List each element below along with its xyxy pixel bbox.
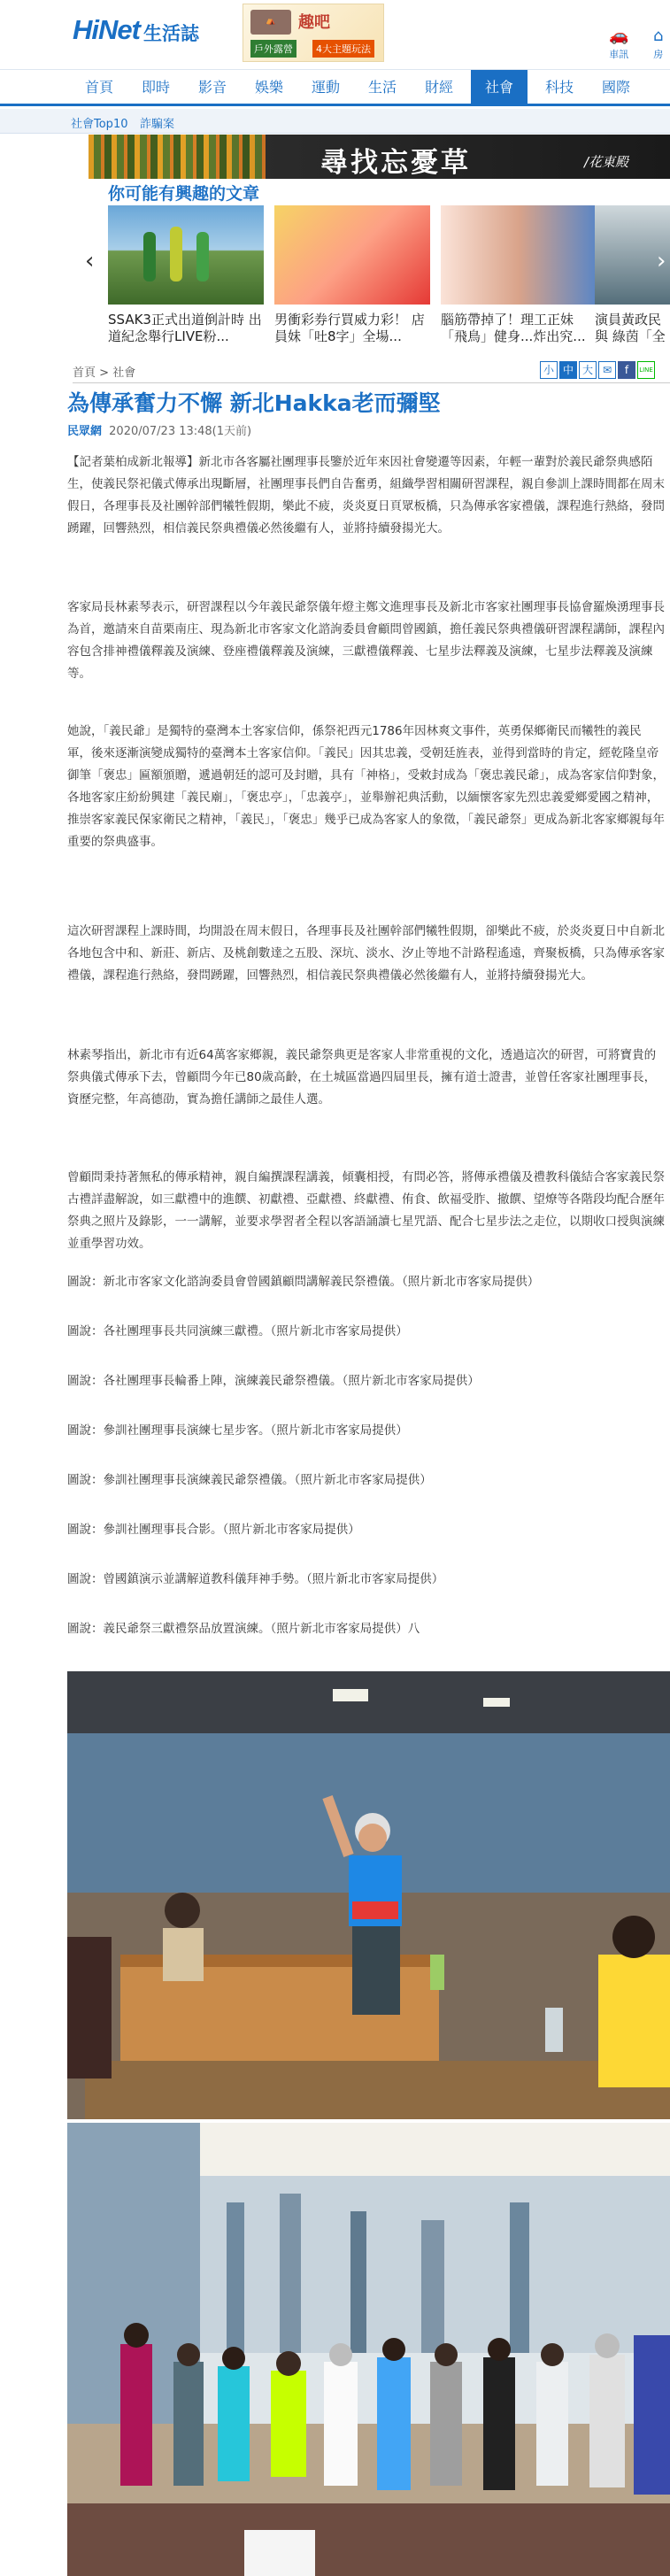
article-photo-classroom xyxy=(67,1671,670,2119)
car-news-label: 車訊 xyxy=(609,49,629,60)
carousel-next-icon[interactable]: › xyxy=(657,248,666,274)
facebook-share-icon[interactable]: f xyxy=(618,361,635,379)
ad-tag-2: 4大主題玩法 xyxy=(312,40,374,58)
photo-caption: 圖說：參訓社團理事長演練義民爺祭禮儀。（照片新北市客家局提供） xyxy=(67,1473,432,1487)
nav-home[interactable]: 首頁 xyxy=(84,79,113,96)
house-news-link[interactable] xyxy=(653,27,663,61)
font-medium-button[interactable]: 中 xyxy=(559,361,577,379)
font-large-button[interactable]: 大 xyxy=(579,361,597,379)
nav-international[interactable]: 國際 xyxy=(601,79,630,96)
related-caption: SSAK3正式出道倒計時 出道紀念舉行LIVE粉... xyxy=(108,312,262,344)
daylily-image xyxy=(89,135,266,179)
related-thumb xyxy=(274,205,430,305)
title-divider xyxy=(73,382,670,383)
breadcrumb-section[interactable]: 社會 xyxy=(112,366,136,380)
house-icon: ⌂ xyxy=(653,27,664,45)
article-date: 2020/07/23 13:48(1天前) xyxy=(109,425,252,438)
related-thumb xyxy=(108,205,264,305)
article-paragraph: 客家局長林素琴表示，研習課程以今年義民爺祭儀年燈主鄭文進理事長及新北市客家社團理事長協會羅煥湧理事長為首，邀請來自苗栗南庄、現為新北市客家文化諮詢委員會顧問曾國鎮，擔任義民祭典禮儀研習課程講師，課程內容包含排神禮儀釋義及演練、登座禮儀釋義及演練，三獻禮儀釋義、七星步法釋義及演練，七星步法釋義及演練等。 xyxy=(67,600,665,681)
car-icon: 🚗 xyxy=(609,27,629,45)
nav-entertainment[interactable]: 娛樂 xyxy=(254,79,283,96)
breadcrumb xyxy=(73,363,135,380)
group-photo-svg xyxy=(67,2123,670,2576)
nav-society[interactable]: 社會 xyxy=(471,70,528,104)
house-news-label: 房 xyxy=(653,49,664,60)
article-paragraph: 林素琴指出，新北市有近64萬客家鄉親，義民爺祭典更是客家人非常重視的文化，透過這次的研習，可將寶貴的祭典儀式傳承下去，曾顧問今年已80歲高齡，在土城區當過四屆里長，擁有道士證書，並曾任客家社團理事長，資歷完整，年高德劭，實為擔任講師之最佳人選。 xyxy=(67,1048,657,1107)
main-nav xyxy=(0,69,670,106)
breadcrumb-home[interactable]: 首頁 xyxy=(73,366,96,380)
related-title: 你可能有興趣的文章 xyxy=(108,184,260,204)
photo-caption: 圖說：參訓社團理事長合影。（照片新北市客家局提供） xyxy=(67,1523,360,1537)
nav-video[interactable]: 影音 xyxy=(197,79,227,96)
article-photo-group xyxy=(67,2123,670,2576)
related-carousel xyxy=(85,205,670,347)
car-news-link[interactable] xyxy=(609,27,628,61)
carousel-prev-icon[interactable]: ‹ xyxy=(85,248,95,274)
logo-sub: 生活誌 xyxy=(142,23,199,44)
photo-caption: 圖說：曾國鎮演示並講解道教科儀拜神手勢。（照片新北市客家局提供） xyxy=(67,1572,444,1586)
breadcrumb-sep: > xyxy=(99,366,110,380)
article-paragraph: 她說，「義民爺」是獨特的臺灣本土客家信仰，係祭祀西元1786年因林爽文事件，英勇保鄉衛民而犧牲的義民軍，後來逐漸演變成獨特的臺灣本土客家信仰。「義民」因其忠義，受朝廷旌表，並得到當時的肯定，經乾隆皇帝御筆「褒忠」匾額頒贈，遞過朝廷的認可及封贈，具有「神格」，受敕封成為「褒忠義民爺」，成為客家信仰對象，各地客家庄紛紛興建「義民廟」，「褒忠亭」，「忠義亭」，並舉辦祀典活動，以緬懷客家先烈忠義愛鄉愛國之精神，推崇客家義民保家衛民之精神，「義民」，「褒忠」幾乎已成為客家人的象徵，「義民爺祭」更成為新北客家鄉親每年重要的祭典盛事。 xyxy=(67,724,665,849)
nav-sports[interactable]: 運動 xyxy=(311,79,340,96)
related-card[interactable] xyxy=(274,205,430,347)
photo-caption: 圖說：各社團理事長輪番上陣，演練義民爺祭禮儀。（照片新北市客家局提供） xyxy=(67,1374,480,1388)
nav-tech[interactable]: 科技 xyxy=(544,79,574,96)
photo-caption: 圖說：各社團理事長共同演練三獻禮。（照片新北市客家局提供） xyxy=(67,1324,408,1338)
photo-caption: 圖說：新北市客家文化諮詢委員會曾國鎮顧問講解義民祭禮儀。（照片新北市客家局提供） xyxy=(67,1275,540,1289)
banner-headline: 尋找忘憂草 xyxy=(320,147,471,179)
related-thumb xyxy=(441,205,597,305)
nav-finance[interactable]: 財經 xyxy=(424,79,453,96)
ad-title: 趣吧 xyxy=(298,13,330,32)
photo-caption: 圖說：參訓社團理事長演練七星步客。（照片新北市客家局提供） xyxy=(67,1423,408,1438)
hinet-logo[interactable] xyxy=(73,12,199,48)
ad-logo-icon: ⛺ xyxy=(250,10,291,35)
article-paragraph: 【記者葉柏成新北報導】新北市各客屬社團理事長鑒於近年來因社會變遷等因素，年輕一輩對於義民爺祭典感陌生，使義民祭祀儀式傳承出現斷層，社團理事長們自告奮勇，組織學習相關研習課程，親自參訓上課時間都在周末假日，各理事長及社團幹部們犧牲假期，樂此不疲，炎炎夏日頁眾板橋，只為傳承客家禮儀，課程進行熱絡，發問踴躍，回響熱烈，相信義民祭典禮儀必然後繼有人，並將持續發揚光大。 xyxy=(67,455,665,536)
nav-realtime[interactable]: 即時 xyxy=(141,79,170,96)
promo-banner[interactable] xyxy=(89,135,670,179)
ad-tag-1: 戶外露營 xyxy=(250,40,296,58)
banner-credit: /花東殿 xyxy=(584,154,629,170)
classroom-photo-svg xyxy=(67,1671,670,2119)
line-share-icon[interactable]: LINE xyxy=(637,361,655,379)
article-byline xyxy=(67,421,251,438)
font-small-button[interactable]: 小 xyxy=(540,361,558,379)
subnav-fraud[interactable]: 詐騙案 xyxy=(140,118,175,131)
photo-caption: 圖說：義民爺祭三獻禮祭品放置演練。（照片新北市客家局提供）八 xyxy=(67,1622,420,1636)
related-card[interactable] xyxy=(595,205,670,347)
header-ad[interactable] xyxy=(243,4,384,62)
related-card[interactable] xyxy=(441,205,597,347)
nav-life[interactable]: 生活 xyxy=(367,79,397,96)
related-caption: 演員黃政民 與 綠茵「全 xyxy=(595,312,666,344)
sub-nav xyxy=(0,109,670,134)
logo-main: HiNet xyxy=(73,14,140,45)
article-author[interactable]: 民眾網 xyxy=(67,425,103,438)
related-caption: 腦筋帶掉了！理工正妹 「飛鳥」健身...炸出究... xyxy=(441,312,586,344)
site-header xyxy=(0,0,670,69)
related-card[interactable] xyxy=(108,205,264,347)
article-paragraph: 這次研習課程上課時間，均開設在周末假日，各理事長及社團幹部們犧牲假期，卻樂此不疲，於炎炎夏日中自新北各地包含中和、新莊、新店、及桃創數達之五股、深坑、淡水、汐止等地不計路程遙遠，齊聚板橋，只為傳承客家禮儀，課程進行熱絡，發問踴躍，回響熱烈，相信義民祭典禮儀必然後繼有人，並將持續發揚光大。 xyxy=(67,924,665,983)
article-paragraph: 曾顧問秉持著無私的傳承精神，親自編撰課程講義，傾囊相授，有問必答，將傳承禮儀及禮教科儀結合客家義民祭古禮詳盡解說，如三獻禮中的進饌、初獻禮、亞獻禮、終獻禮、侑食、飲福受胙、撤饌、望燎等各階段均配合歷年祭典之照片及錄影，一一講解，並要求學習者全程以客語誦讀七星咒語、配合七星步法之走位，以期收口授與演練並重學習功效。 xyxy=(67,1170,665,1251)
article-title: 為傳承奮力不懈 新北Hakka老而彌堅 xyxy=(67,390,441,416)
subnav-top10[interactable]: 社會Top10 xyxy=(71,118,128,131)
related-caption: 男衝彩券行買威力彩！ 店員妹「吐8字」全場... xyxy=(274,312,425,344)
email-share-icon[interactable]: ✉ xyxy=(598,361,616,379)
